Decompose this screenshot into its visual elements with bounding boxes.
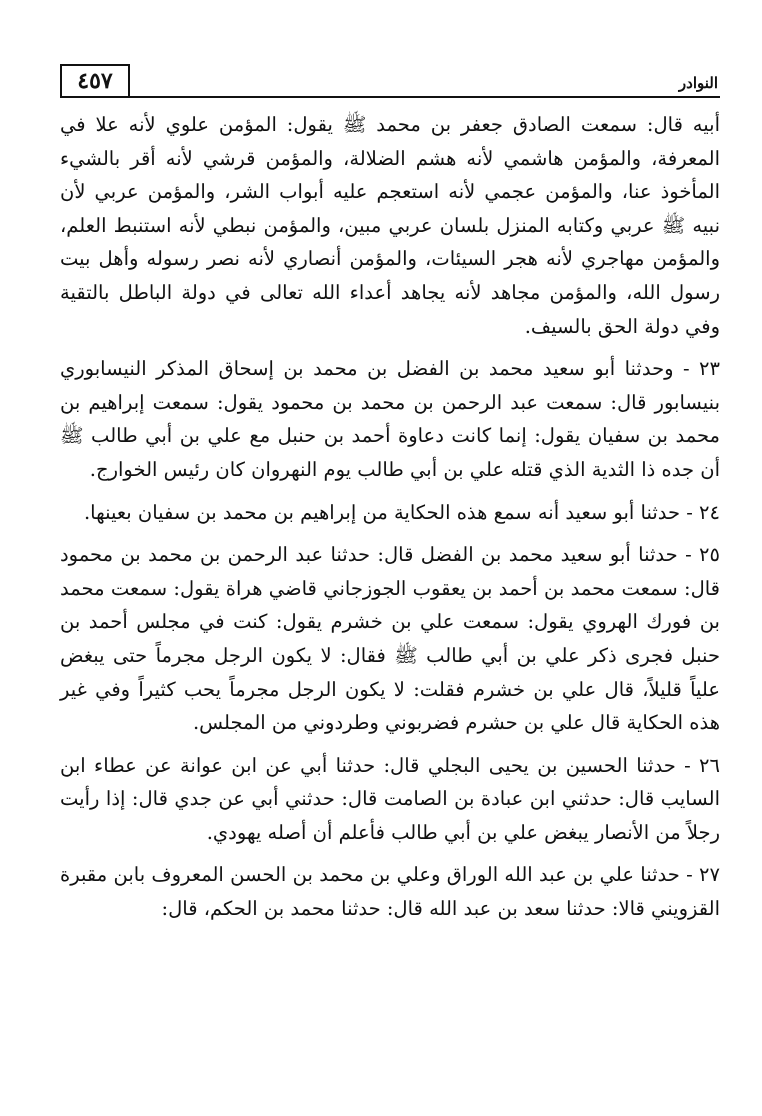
- paragraph: ٢٦ - حدثنا الحسين بن يحيى البجلي قال: حدثنا أبي عن ابن عوانة عن عطاء ابن السايب قال: حدثني ابن عبادة بن الصامت قال: حدثني أبي عن جدي قال: إذا رأيت رجلاً من الأنصار يبغض علي بن أبي طالب فأعلم أن أصله يهودي.: [60, 753, 720, 844]
- paragraph: ٢٤ - حدثنا أبو سعيد أنه سمع هذه الحكاية من إبراهيم بن محمد بن سفيان بعينها.: [83, 500, 720, 524]
- page-number: ٤٥٧: [60, 64, 130, 98]
- paragraph: ٢٥ - حدثنا أبو سعيد محمد بن الفضل قال: حدثنا عبد الرحمن بن محمد بن محمود قال: سمعت محمد بن أحمد بن يعقوب الجوزجاني قاضي هراة يقول: سمعت محمد بن فورك الهروي يقول: سمعت علي بن خشرم يقول: كنت في مجلس أحمد بن حنبل فجرى ذكر علي بن أبي طالب ﷺ فقال: لا يكون الرجل مجرماً حتى يبغض علياً قليلاً، قال علي بن خشرم فقلت: لا يكون الرجل مجرماً يحب كثيراً وفي غير هذه الحكاية قال علي بن حشرم فضربوني وطردوني من المجلس.: [60, 543, 720, 735]
- page-header: [60, 52, 720, 98]
- book-page: [60, 52, 720, 1097]
- paragraph: أبيه قال: سمعت الصادق جعفر بن محمد ﷺ يقول: المؤمن علوي لأنه علا في المعرفة، والمؤمن هاشمي لأنه هشم الضلالة، والمؤمن قرشي لأنه أقر بالشيء المأخوذ عنا، والمؤمن عجمي لأنه استعجم عليه أبواب الشر، والمؤمن عربي لأن نبيه ﷺ عربي وكتابه المنزل بلسان عربي مبين، والمؤمن نبطي لأنه استنبط العلم، والمؤمن مهاجري لأنه هجر السيئات، والمؤمن أنصاري لأنه نصر رسوله وأهل بيت رسول الله، والمؤمن مجاهد لأنه يجاهد أعداء الله تعالى في دولة الباطل بالتقية وفي دولة الحق بالسيف.: [60, 113, 720, 338]
- header-rule: [60, 96, 720, 98]
- paragraph: ٢٧ - حدثنا علي بن عبد الله الوراق وعلي بن محمد بن الحسن المعروف بابن مقبرة القزويني قالا: حدثنا سعد بن عبد الله قال: حدثنا محمد بن الحكم، قال:: [60, 863, 720, 921]
- running-title: النوادر: [678, 74, 718, 92]
- paragraph: ٢٣ - وحدثنا أبو سعيد محمد بن الفضل بن محمد بن إسحاق المذكر النيسابوري بنيسابور قال: سمعت عبد الرحمن بن محمد بن محمود يقول: سمعت إبراهيم بن محمد بن سفيان يقول: إنما كانت دعاوة أحمد بن حنبل مع علي بن أبي طالب ﷺ أن جده ذا الثدية الذي قتله علي بن أبي طالب يوم النهروان كان رئيس الخوارج.: [60, 357, 720, 481]
- body-text: [60, 108, 720, 926]
